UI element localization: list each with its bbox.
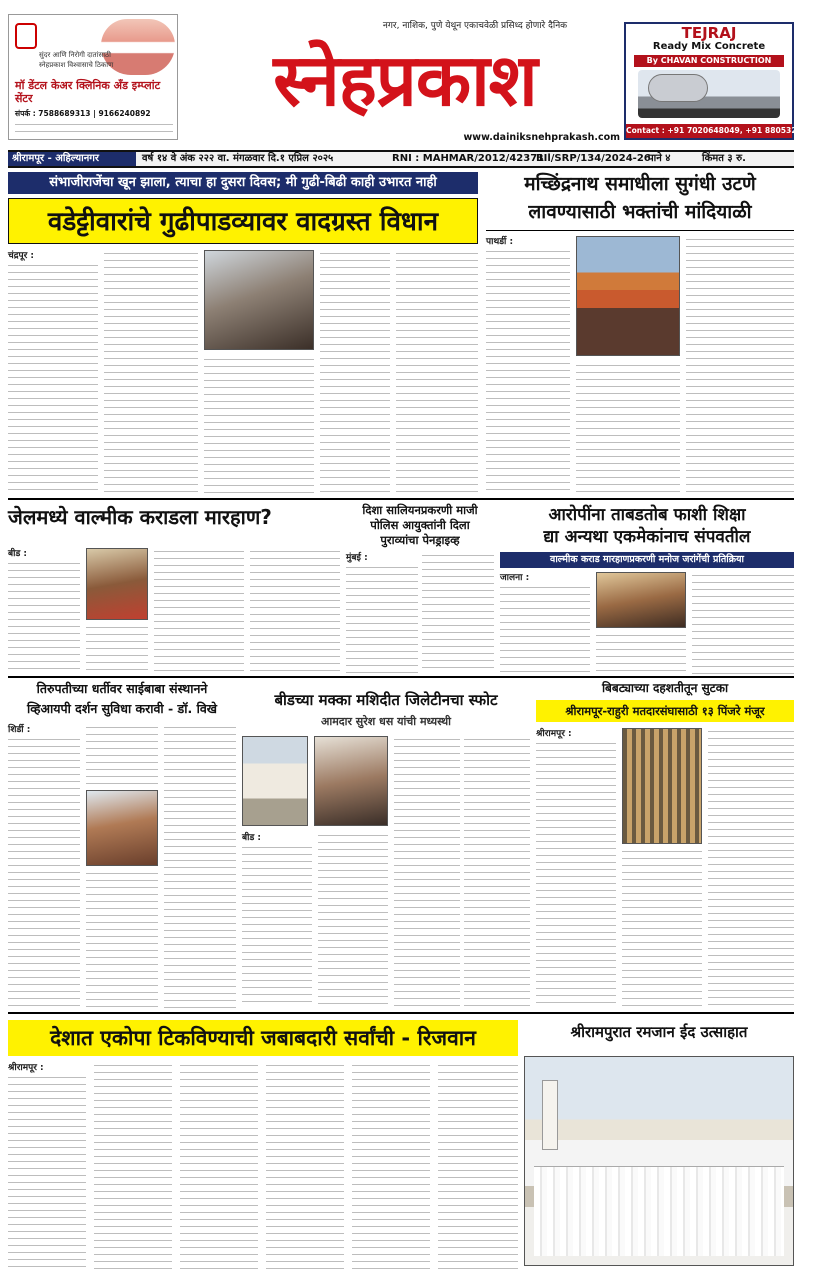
story-disha-salian-headline3: पुराव्यांचा पेनड्राइव्ह: [380, 533, 460, 547]
story-vadettiwar-col3: [204, 356, 314, 494]
story-jarange-headline2: द्या अन्यथा एकमेकांनाच संपवतील: [543, 527, 751, 547]
story-walmik-jail-photo: [86, 548, 148, 620]
ad-tejraj-sub: Ready Mix Concrete: [652, 41, 766, 52]
story-vadettiwar-headline: वडेट्टीवारांचे गुढीपाडव्यावर वादग्रस्त विधान: [8, 198, 478, 244]
story-rizwan-col4: [266, 1062, 344, 1270]
story-rizwan-col2: [94, 1062, 172, 1270]
divider-1: [8, 498, 794, 500]
story-jarange-col2: [596, 632, 686, 674]
story-vadettiwar-photo: [204, 250, 314, 350]
story-jarange-col3: [692, 572, 794, 674]
story-walmik-jail: [8, 504, 340, 674]
story-beed-blast: [242, 680, 530, 1008]
story-rizwan-col6: [438, 1062, 518, 1270]
dateline-issue: वर्ष १४ वे अंक २२२ वा. मंगळवार दि.१ एप्रिल २०२५: [142, 153, 334, 164]
masthead-website[interactable]: www.dainiksnehprakash.com: [463, 132, 620, 143]
story-disha-salian-dateline: मुंबई :: [346, 553, 368, 563]
story-rizwan-col1: [8, 1074, 86, 1270]
story-beed-blast-col2: [318, 832, 388, 1008]
story-rizwan-headline: देशात एकोपा टिकविण्याची जबाबदारी सर्वांची - रिजवान: [8, 1020, 518, 1056]
story-vadettiwar-dateline: चंद्रपूर :: [8, 251, 35, 261]
story-beed-blast-dateline: बीड :: [242, 833, 262, 843]
ad-dental-line1: सुंदर आणि निरोगी दातांसाठी: [39, 51, 111, 59]
ad-tejraj-drum: [648, 74, 708, 102]
story-walmik-jail-col2: [86, 624, 148, 674]
dateline-location: श्रीरामपूर - अहिल्यानगर: [8, 152, 136, 166]
dateline-reg: BIl/SRP/134/2024-26: [536, 153, 651, 164]
story-shirdi-col1: [8, 736, 80, 1008]
story-ramzan-eid-crowd: [534, 1166, 784, 1256]
story-shirdi-headline2: व्हिआयपी दर्शन सुविधा करावी - डॉ. विखे: [26, 701, 217, 716]
dateline-pages: पाने ४: [648, 153, 671, 164]
story-vadettiwar-col4: [320, 250, 390, 494]
story-beed-blast-col3: [394, 736, 460, 1008]
story-jarange: [500, 504, 794, 674]
story-rizwan-dateline: श्रीरामपूर :: [8, 1063, 44, 1073]
story-leopard-kicker: बिबट्याच्या दहशतीतून सुटका: [601, 681, 729, 695]
story-leopard-col2: [622, 848, 702, 1008]
story-beed-blast-col4: [464, 736, 530, 1008]
story-beed-blast-kicker: आमदार सुरेश धस यांची मध्यस्थी: [320, 715, 452, 728]
story-jarange-headline1: आरोपींना ताबडतोब फाशी शिक्षा: [548, 505, 746, 525]
dateline-rni: RNI : MAHMAR/2012/42371: [392, 153, 545, 164]
story-disha-salian-col1: [346, 564, 418, 674]
story-beed-blast-col1: [242, 844, 312, 1008]
ad-dental-phone: संपर्क : 7588689313 | 9166240892: [15, 109, 151, 118]
dateline-price: किंमत ३ रु.: [702, 153, 746, 164]
story-jarange-col1: [500, 584, 590, 674]
story-shirdi-photo: [86, 790, 158, 866]
story-shirdi-dateline: शिर्डी :: [8, 725, 31, 735]
story-rizwan-col5: [352, 1062, 430, 1270]
story-jarange-kicker: वाल्मीक कराड मारहाणप्रकरणी मनोज जरांगेंची प्रतिक्रिया: [500, 552, 794, 568]
story-machhindranath-col2: [576, 362, 680, 494]
story-shirdi-col3: [164, 724, 236, 1008]
story-shirdi-headline1: तिरुपतीच्या धर्तीवर साईबाबा संस्थानने: [36, 681, 208, 696]
story-machhindranath-col1: [486, 248, 570, 494]
masthead: [0, 0, 818, 148]
story-vadettiwar: [8, 172, 478, 494]
dateline-bar: [8, 150, 794, 168]
story-machhindranath-photo: [576, 236, 680, 356]
ad-dental-name: मॉ डेंटल केअर क्लिनिक अँड इम्प्लांट सेंटर: [15, 79, 161, 105]
story-machhindranath-headline1: मच्छिंद्रनाथ समाधीला सुगंधी उटणे: [524, 173, 756, 195]
story-vadettiwar-col5: [396, 250, 478, 494]
story-disha-salian-col2: [422, 552, 494, 674]
story-machhindranath-rule: [486, 230, 794, 231]
ad-dental-address: [15, 121, 173, 137]
story-walmik-jail-col1: [8, 560, 80, 674]
story-leopard-col3: [708, 728, 794, 1008]
ad-tejraj-by: By CHAVAN CONSTRUCTION: [634, 55, 784, 67]
story-machhindranath: [486, 172, 794, 494]
masthead-tagline: नगर, नाशिक, पुणे येथून एकाचवेळी प्रसिध्द होणारे दैनिक: [382, 21, 568, 31]
story-walmik-jail-dateline: बीड :: [8, 549, 28, 559]
ad-dental-logo: [15, 23, 37, 49]
story-walmik-jail-col4: [250, 548, 340, 674]
story-ramzan-eid: [524, 1016, 794, 1270]
story-vadettiwar-kicker: संभाजीराजेंचा खून झाला, त्याचा हा दुसरा दिवस; मी गुढी-बिढी काही उभारत नाही: [8, 172, 478, 194]
ad-tejraj-brand: TEJRAJ: [681, 24, 737, 42]
story-disha-salian-headline2: पोलिस आयुक्तांनी दिला: [370, 518, 470, 532]
story-walmik-jail-col3: [154, 548, 244, 674]
story-jarange-dateline: जालना :: [500, 573, 530, 583]
story-leopard-photo: [622, 728, 702, 844]
ad-tejraj[interactable]: [624, 22, 818, 140]
story-shirdi: [8, 680, 236, 1008]
story-rizwan: [8, 1016, 518, 1270]
divider-3: [8, 1012, 794, 1014]
story-machhindranath-dateline: पाथर्डी :: [486, 237, 514, 247]
story-disha-salian: [346, 504, 494, 674]
story-beed-blast-headline: बीडच्या मक्का मशिदीत जिलेटीनचा स्फोट: [242, 686, 530, 714]
story-leopard: [536, 680, 794, 1008]
story-disha-salian-headline1: दिशा सालियनप्रकरणी माजी: [362, 503, 478, 517]
story-leopard-col1: [536, 740, 616, 1008]
story-jarange-photo: [596, 572, 686, 628]
story-beed-blast-photo-dhas: [314, 736, 388, 826]
story-ramzan-eid-headline: श्रीरामपुरात रमजान ईद उत्साहात: [570, 1023, 748, 1041]
story-leopard-dateline: श्रीरामपूर :: [536, 729, 572, 739]
ad-tejraj-contact: Contact : +91 7020648049, +91 8805325932: [626, 124, 792, 138]
story-vadettiwar-col2: [104, 250, 198, 494]
story-machhindranath-col3: [686, 236, 794, 494]
ad-dental-line2: स्नेहप्रकाश विश्वासाचे ठिकाण: [39, 61, 114, 69]
story-shirdi-col2b: [86, 870, 158, 1008]
story-beed-blast-photo-mosque: [242, 736, 308, 826]
ad-dental[interactable]: [8, 14, 178, 140]
masthead-title: स्नेहप्रकाश: [273, 37, 537, 122]
story-vadettiwar-col1: [8, 262, 98, 494]
story-ramzan-eid-minaret: [542, 1080, 558, 1150]
story-walmik-jail-headline: जेलमध्ये वाल्मीक कराडला मारहाण?: [8, 505, 272, 529]
story-machhindranath-headline2: लावण्यासाठी भक्तांची मांदियाळी: [528, 201, 752, 223]
divider-2: [8, 676, 794, 678]
story-rizwan-col3: [180, 1062, 258, 1270]
story-shirdi-col2a: [86, 724, 158, 786]
story-leopard-headline: श्रीरामपूर-राहुरी मतदारसंघासाठी १३ पिंजरे मंजूर: [536, 700, 794, 722]
